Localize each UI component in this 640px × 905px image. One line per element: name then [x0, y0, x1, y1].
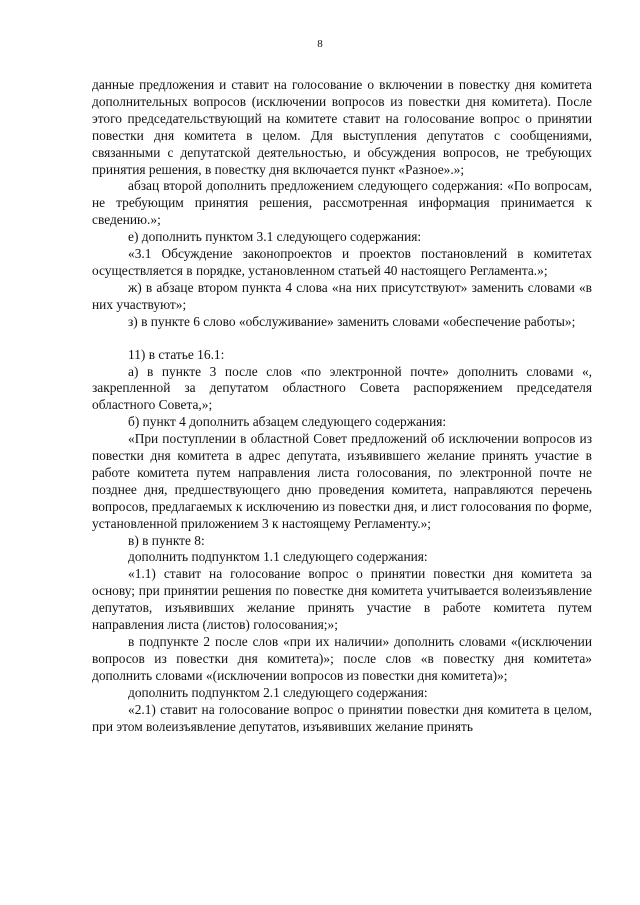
paragraph: «3.1 Обсуждение законопроектов и проектов постановлений в комитетах осуществляется в порядке, установленном статьей 40 настоящего Регламента.»;	[92, 246, 592, 278]
paragraph: «1.1) ставит на голосование вопрос о принятии повестки дня комитета за основу; при принятии решения по повестке дня комитета учитывается волеизъявление депутатов, изъявивших желание принять участие в работе комитета путем направления листа (листов) голосования;»;	[92, 566, 592, 633]
paragraph: з) в пункте 6 слово «обслуживание» заменить словами «обеспечение работы»;	[128, 313, 576, 329]
paragraph: в подпункте 2 после слов «при их наличии» дополнить словами «(исключении вопросов из повестки дня комитета)»; после слов «в повестку дня комитета» дополнить словами «(исключении вопросов из повестки дня комитета)»;	[92, 634, 592, 683]
paragraph: «При поступлении в областной Совет предложений об исключении вопросов из повестки дня комитета в адрес депутата, изъявившего желание принять участие в работе комитета путем направления листа голосования, по электронной почте не позднее дня, предшествующего дню проведения комитета, направляются перечень вопросов, предлагаемых к исключению из повестки дня, и лист голосования по форме, установленной приложением 3 к настоящему Регламенту.»;	[92, 431, 592, 531]
document-body	[92, 77, 592, 735]
paragraph: е) дополнить пунктом 3.1 следующего содержания:	[128, 229, 422, 245]
paragraph: дополнить подпунктом 1.1 следующего содержания:	[128, 549, 428, 565]
page-number: 8	[317, 38, 323, 50]
paragraph: б) пункт 4 дополнить абзацем следующего содержания:	[128, 414, 447, 430]
paragraph: 11) в статье 16.1:	[128, 346, 225, 362]
paragraph: дополнить подпунктом 2.1 следующего содержания:	[128, 684, 428, 700]
paragraph: ж) в абзаце втором пункта 4 слова «на них присутствуют» заменить словами «в них участвуют»;	[92, 279, 592, 312]
paragraph: абзац второй дополнить предложением следующего содержания: «По вопросам, не требующим принятия решения, рассмотренная информация принимается к сведению.»;	[92, 178, 592, 228]
paragraph: «2.1) ставит на голосование вопрос о принятии повестки дня комитета в целом, при этом волеизъявление депутатов, изъявивших желание принять	[92, 701, 592, 734]
paragraph-spacer	[92, 331, 592, 347]
paragraph: а) в пункте 3 после слов «по электронной почте» дополнить словами «, закрепленной за депутатом областного Совета распоряжением председателя областного Совета,»;	[92, 363, 592, 413]
paragraph: в) в пункте 8:	[128, 532, 205, 548]
paragraph: данные предложения и ставит на голосование о включении в повестку дня комитета дополнительных вопросов (исключении вопросов из повестки дня комитета). После этого председательствующий на комитете ставит на голосование вопрос о принятии повестки дня комитета в целом. Для выступления депутатов с сообщениями, связанными с депутатской деятельностью, и обсуждения вопросов, не требующих принятия решения, в повестку дня включается пункт «Разное».»;	[92, 77, 592, 177]
